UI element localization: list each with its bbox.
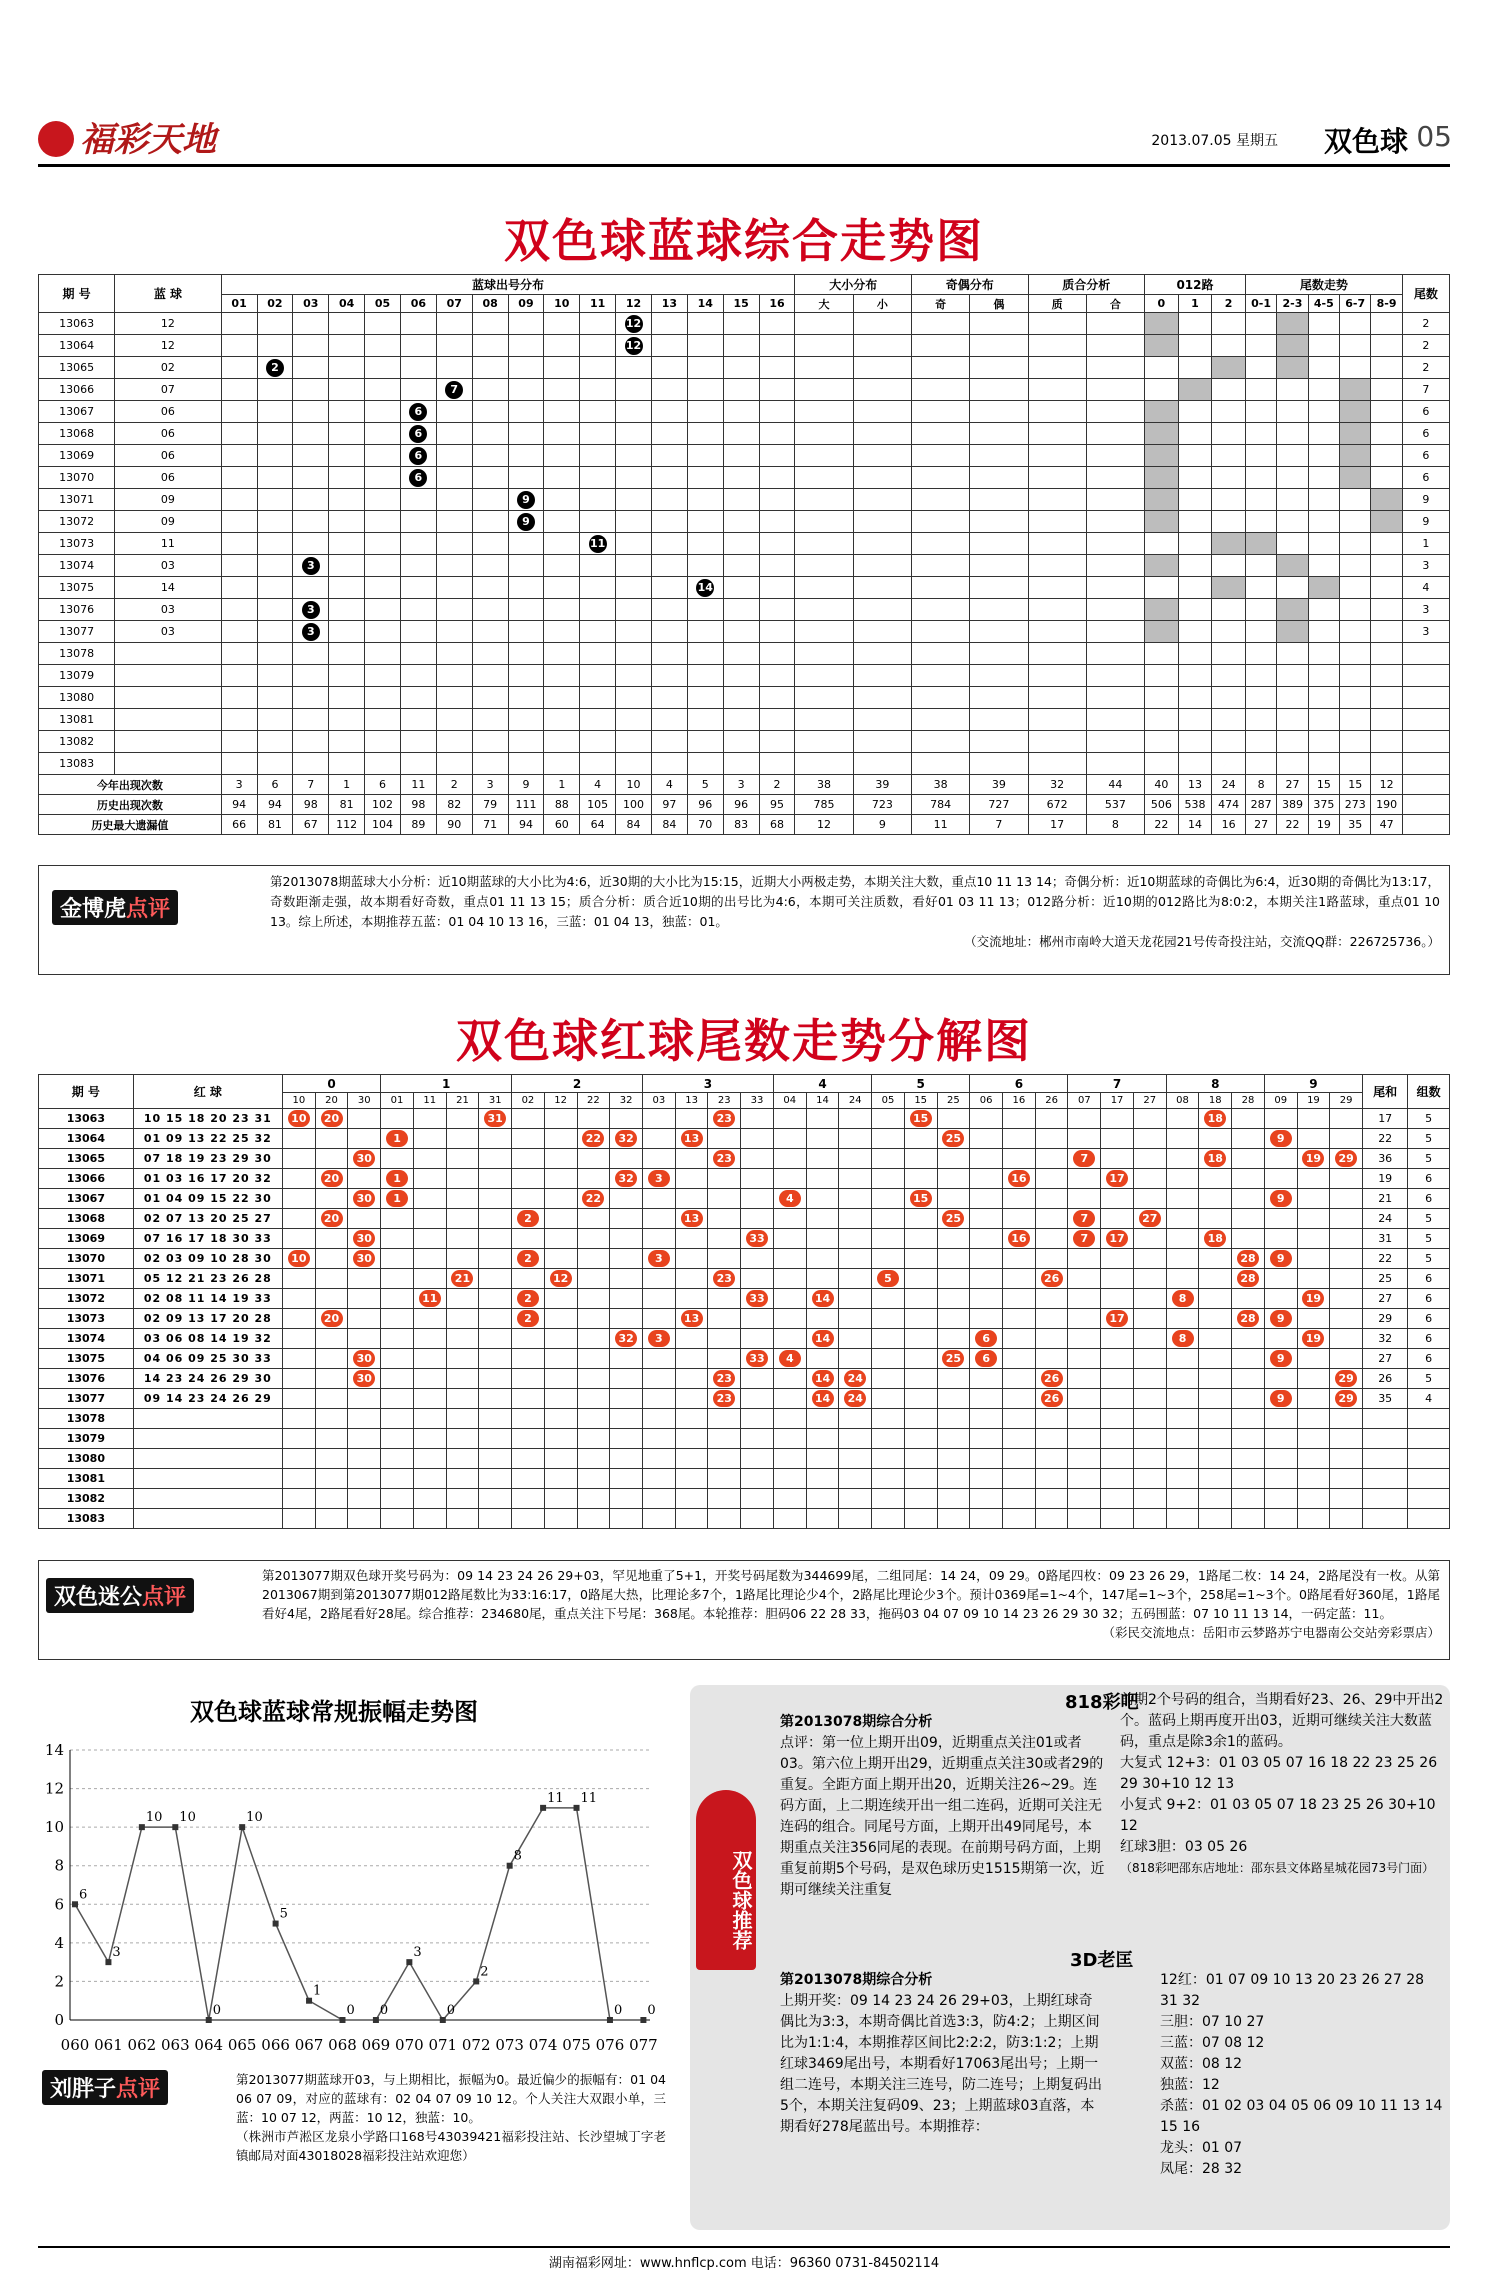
blue-value-cell (115, 687, 221, 709)
data-point (507, 1863, 513, 1869)
comment-text-3: 第2013077期蓝球开03，与上期相比，振幅为0。最近偏少的振幅有：01 04 06 07 09，对应的蓝球有：02 04 07 09 10 12。个人关注大双跟小单，三蓝：10 07 12，两蓝：10 12，独蓝：10。 （株洲市芦淞区龙泉小学路口168号43039421福彩投注站、长沙望城丁字老镇邮局对面43018028福彩投注站欢迎您） (236, 2072, 666, 2163)
blue-row: 13077 03 3 3 (39, 621, 1450, 643)
red-ball-marker: 18 (1204, 1230, 1226, 1247)
x-tick-label: 064 (194, 2036, 224, 2054)
red-row: 13072 02 08 11 14 19 33 11 2 33 14 8 19 27 6 (39, 1289, 1450, 1309)
period-cell: 13083 (39, 753, 115, 775)
blue-value-cell: 09 (115, 489, 221, 511)
blue-row (39, 665, 1450, 687)
data-label: 1 (313, 1983, 322, 1999)
red-row: 13078 (39, 1409, 1450, 1429)
data-point (607, 2017, 613, 2023)
blue-row: 13074 03 3 3 (39, 555, 1450, 577)
red-ball-marker: 30 (353, 1190, 375, 1207)
data-label: 5 (279, 1906, 288, 1922)
red-row: 13081 (39, 1469, 1450, 1489)
x-tick-label: 060 (60, 2036, 90, 2054)
period-cell: 13082 (39, 731, 115, 753)
d2-line: 双蓝：08 12 (1160, 2056, 1243, 2072)
blue-value-cell: 03 (115, 599, 221, 621)
red-ball-marker: 14 (812, 1390, 834, 1407)
red-ball-marker: 30 (353, 1250, 375, 1267)
red-ball-marker: 19 (1302, 1290, 1324, 1307)
red-ball-marker: 26 (1041, 1390, 1063, 1407)
x-tick-label: 072 (461, 2036, 491, 2054)
section-title: 双色球 (1323, 125, 1408, 158)
red-ball-marker: 28 (1237, 1310, 1259, 1327)
red-ball-marker: 7 (1073, 1210, 1095, 1227)
red-ball-marker: 13 (681, 1310, 703, 1327)
d2-line: 三蓝：07 08 12 (1160, 2035, 1265, 2051)
data-point (139, 1824, 145, 1830)
red-ball-marker: 4 (779, 1190, 801, 1207)
red-ball-marker: 17 (1106, 1170, 1128, 1187)
red-row: 13067 01 04 09 15 22 30 30 1 22 4 15 9 21 6 (39, 1189, 1450, 1209)
red-ball-marker: 25 (942, 1210, 964, 1227)
x-tick-label: 062 (127, 2036, 157, 2054)
red-ball-marker: 16 (1008, 1170, 1030, 1187)
data-point (640, 2017, 646, 2023)
period-cell: 13064 (39, 335, 115, 357)
period-cell: 13074 (39, 555, 115, 577)
x-tick-label: 073 (495, 2036, 524, 2054)
x-tick-label: 067 (294, 2036, 324, 2054)
blue-row: 13069 06 6 6 (39, 445, 1450, 467)
red-row: 13077 09 14 23 24 26 29 23 14 24 26 9 29 35 4 (39, 1389, 1450, 1409)
x-tick-label: 070 (395, 2036, 424, 2054)
red-ball-marker: 12 (550, 1270, 572, 1287)
red-row: 13069 07 16 17 18 30 33 30 33 16 7 17 18 31 5 (39, 1229, 1450, 1249)
blue-ball-marker: 6 (409, 469, 427, 487)
red-ball-marker: 14 (812, 1330, 834, 1347)
blue-ball-marker: 7 (445, 381, 463, 399)
comment-text-1: 第2013078期蓝球大小分析：近10期蓝球的大小比为4:6，近30期的大小比为15:15，近期大小两极走势，本期关注大数，重点10 11 13 14；奇偶分析：近10期蓝球的奇偶比为6:4，近30期的奇偶比为13:17，奇数距渐走强，故本期看好奇数，重点01 11 13 15；质合分析：质合近10期的出号比为4:6，本期可关注质数，看好01 03 11 13；012路分析：近10期的012路比为8:0:2，本期关注1路蓝球，重点01 10 13。综上所述，本期推荐五蓝：01 04 10 13 16，三蓝：01 04 13，独蓝：01。 （交流地址：郴州市南岭大道天龙花园21号传奇投注站，交流QQ群：226725736。） (270, 872, 1440, 952)
red-ball-marker: 23 (713, 1370, 735, 1387)
red-ball-marker: 3 (648, 1330, 670, 1347)
data-label: 10 (145, 1810, 163, 1826)
data-point (574, 1805, 580, 1811)
red-ball-marker: 32 (615, 1130, 637, 1147)
red-ball-marker: 15 (910, 1190, 932, 1207)
red-ball-marker: 16 (1008, 1230, 1030, 1247)
data-label: 8 (513, 1848, 522, 1864)
data-label: 10 (179, 1810, 196, 1826)
comment-text-2: 第2013077期双色球开奖号码为：09 14 23 24 26 29+03，罕见地重了5+1，开奖号码尾数为344699尾，二组同尾：14 24，09 29。0路尾四枚：09 23 26 29，1路尾二枚：14 24，2路尾没有一枚。从第2013067期到第2013077期012路尾数比为33:16:17，0路尾大热，比理论多7个，1路尾比理论少4个，2路尾比理论少3个。预计0369尾=1~4个，147尾=1~3个，258尾=1~3个。0路尾看好360尾，1路尾看好4尾，2路尾看好28尾。综合推荐：234680尾，重点关注下号尾：368尾。本轮推荐：胆码06 22 28 33，拖码03 04 07 09 10 14 23 26 29 30 32；五码围蓝：07 10 11 13 14，一码定蓝：11。 （彩民交流地点：岳阳市云梦路苏宁电器南公交站旁彩票店） (262, 1568, 1440, 1640)
red-ball-marker: 27 (1139, 1210, 1161, 1227)
red-ball-marker: 10 (288, 1110, 310, 1127)
c2-block: 前期2个号码的组合，当期看好23、26、29中开出2个。蓝码上期再度开出03，近期可继续关注大数蓝码，重点是除3余1的蓝码。 大复式 12+3：01 03 05 07 16 18 22 23 25 26 29 30+10 12 13 小复式 9+2：01 03 05 07 18 23 25 26 30+10 12 红球3胆：03 05 26 （818彩吧邵东店地址：邵东县文体路星城花园73号门面） (1120, 1692, 1444, 1875)
blue-ball-marker: 2 (266, 359, 284, 377)
blue-trend-table: 期 号 蓝 球 蓝球出号分布 大小分布 奇偶分布 质合分析 012路 尾数走势 尾数 01 02 03 04 05 06 07 08 09 10 11 12 13 14 15 16 大 小 奇 偶 质 合 0 1 2 0-1 2-3 4-5 6-7 8-9 13063 12 12 2 13064 12 12 2 13065 02 2 2 13066 07 7 7 13067 06 6 6 13068 06 6 6 13069 06 6 6 13070 06 6 6 13071 09 9 9 13072 09 9 9 13073 11 11 1 13074 03 3 3 13075 14 14 4 13076 03 3 3 13077 03 3 3 13078 13079 13080 13081 13082 13083 今年出现次数 3 6 7 1 6 11 2 3 9 1 4 10 4 5 3 2 38 39 38 39 32 44 40 13 24 8 27 15 15 12 历史出现次数 94 94 98 81 102 98 82 79 111 88 105 100 97 96 96 95 785 723 784 727 672 537 506 538 474 287 389 375 273 190 历史最大遗漏值 66 81 67 112 104 89 90 71 94 60 64 84 84 70 83 68 12 9 11 7 17 8 22 14 16 27 22 19 35 47 (38, 274, 1450, 835)
d2-line: 12红：01 07 09 10 13 20 23 26 27 28 31 32 (1160, 1972, 1425, 2009)
red-row: 13071 05 12 21 23 26 28 21 12 23 5 26 28 25 6 (39, 1269, 1450, 1289)
red-ball-marker: 2 (517, 1250, 539, 1267)
logo-text: 福彩天地 (80, 120, 216, 160)
x-tick-label: 076 (595, 2036, 625, 2054)
blue-value-cell: 03 (115, 621, 221, 643)
blue-row (39, 643, 1450, 665)
red-ball-marker: 17 (1106, 1310, 1128, 1327)
red-trend-title: 双色球红球尾数走势分解图 (456, 1014, 1032, 1068)
data-point (373, 2017, 379, 2023)
data-point (306, 1998, 312, 2004)
data-label: 0 (379, 2003, 389, 2018)
c1-block: 第2013078期综合分析 点评：第一位上期开出09，近期重点关注01或者03。第六位上期开出29，近期重点关注30或者29的重复。全距方面上期开出20，近期关注26~29。连码方面，上二期连续开出一组二连码，近期可关注无连码的组合。同尾号方面，上期开出49同尾号，本期重点关注356同尾的表现。在前期号码方面，上期重复前期5个号码，是双色球历史1515期第一次，近期可继续关注重复 (780, 1714, 1105, 1898)
data-point (406, 1959, 412, 1965)
red-ball-marker: 31 (484, 1110, 506, 1127)
blue-trend-title: 双色球蓝球综合走势图 (504, 214, 984, 268)
data-label: 0 (613, 2003, 623, 2018)
y-tick-label: 10 (44, 1818, 64, 1837)
data-label: 0 (346, 2003, 355, 2018)
red-ball-marker: 3 (648, 1170, 670, 1187)
red-ball-marker: 9 (1270, 1250, 1292, 1267)
red-ball-marker: 18 (1204, 1150, 1226, 1167)
period-cell: 13073 (39, 533, 115, 555)
red-ball-marker: 3 (648, 1250, 670, 1267)
data-label: 0 (446, 2003, 456, 2018)
red-ball-marker: 6 (975, 1350, 997, 1367)
red-ball-marker: 24 (844, 1370, 866, 1387)
red-ball-marker: 2 (517, 1210, 539, 1227)
y-tick-label: 4 (54, 1933, 64, 1952)
y-tick-label: 2 (54, 1972, 64, 1991)
y-tick-label: 0 (54, 2011, 64, 2029)
period-cell: 13067 (39, 401, 115, 423)
d2-line: 三胆：07 10 27 (1160, 2014, 1265, 2030)
d1-block: 第2013078期综合分析 上期开奖：09 14 23 24 26 29+03，上期红球奇偶比为3:3，本期奇偶比首选3:3，防4:2；上期区间比为1:1:4，本期推荐区间比2:2:2，防3:1:2；上期红球3469尾出号，本期看好17063尾出号；上期一组二连号，本期关注三连号，防二连号；上期复码出5个，本期关注复码09、23；上期蓝球03直落，本期看好278尾蓝出号。本期推荐： (780, 1972, 1102, 2135)
red-ball-marker: 26 (1041, 1370, 1063, 1387)
amplitude-line-chart (40, 1740, 670, 2060)
x-tick-label: 068 (328, 2036, 357, 2054)
red-ball-marker: 13 (681, 1130, 703, 1147)
x-tick-label: 074 (528, 2036, 558, 2054)
blue-ball-marker: 9 (517, 513, 535, 531)
issue-date: 2013.07.05 星期五 (1151, 133, 1278, 149)
red-row: 13063 10 15 18 20 23 31 10 20 31 23 15 18 17 5 (39, 1109, 1450, 1129)
blue-value-cell: 03 (115, 555, 221, 577)
y-tick-label: 8 (54, 1856, 64, 1875)
red-ball-marker: 32 (615, 1330, 637, 1347)
period-cell: 13076 (39, 599, 115, 621)
data-point (440, 2017, 446, 2023)
red-ball-marker: 13 (681, 1210, 703, 1227)
blue-ball-marker: 14 (696, 579, 714, 597)
blue-value-cell: 06 (115, 401, 221, 423)
red-ball-marker: 23 (713, 1270, 735, 1287)
period-cell: 13071 (39, 489, 115, 511)
y-tick-label: 12 (44, 1779, 64, 1798)
comment-contact-3: （株洲市芦淞区龙泉小学路口168号43039421福彩投注站、长沙望城丁字老镇邮局对面43018028福彩投注站欢迎您） (236, 2129, 666, 2163)
blue-row: 13063 12 12 2 (39, 313, 1450, 335)
blue-value-cell: 06 (115, 423, 221, 445)
blue-row: 13064 12 12 2 (39, 335, 1450, 357)
blue-ball-marker: 6 (409, 447, 427, 465)
blue-row: 13070 06 6 6 (39, 467, 1450, 489)
blue-value-cell (115, 665, 221, 687)
period-cell: 13080 (39, 687, 115, 709)
blue-value-cell: 02 (115, 357, 221, 379)
red-ball-marker: 9 (1270, 1310, 1292, 1327)
y-tick-label: 14 (44, 1741, 64, 1759)
red-ball-marker: 30 (353, 1150, 375, 1167)
red-ball-marker: 10 (288, 1250, 310, 1267)
blue-value-cell (115, 643, 221, 665)
red-ball-marker: 28 (1237, 1270, 1259, 1287)
header-divider (38, 164, 1450, 167)
red-ball-marker: 29 (1335, 1390, 1357, 1407)
series-line (75, 1808, 643, 2020)
blue-ball-marker: 12 (625, 315, 643, 333)
period-cell: 13065 (39, 357, 115, 379)
x-tick-label: 077 (629, 2036, 658, 2054)
commentator-tag-3: 刘胖子点评 (42, 2070, 168, 2105)
y-tick-label: 6 (54, 1895, 64, 1914)
red-ball-marker: 9 (1270, 1350, 1292, 1367)
data-point (239, 1824, 245, 1830)
blue-row: 13073 11 11 1 (39, 533, 1450, 555)
data-label: 0 (647, 2003, 656, 2018)
red-ball-marker: 2 (517, 1310, 539, 1327)
data-point (273, 1921, 279, 1927)
blue-ball-marker: 3 (302, 557, 320, 575)
blue-value-cell (115, 753, 221, 775)
recommend-badge: 双色球推荐 (696, 1790, 756, 1970)
blue-value-cell: 11 (115, 533, 221, 555)
commentator-tag-1: 金博虎点评 (52, 890, 178, 925)
red-row: 13070 02 03 09 10 28 30 10 30 2 3 28 9 22 5 (39, 1249, 1450, 1269)
blue-value-cell: 09 (115, 511, 221, 533)
blue-value-cell: 12 (115, 313, 221, 335)
red-ball-marker: 19 (1302, 1150, 1324, 1167)
data-point (540, 1805, 546, 1811)
red-row: 13076 14 23 24 26 29 30 30 23 14 24 26 29 26 5 (39, 1369, 1450, 1389)
red-ball-marker: 18 (1204, 1110, 1226, 1127)
red-row: 13079 (39, 1429, 1450, 1449)
x-tick-label: 069 (361, 2036, 391, 2054)
period-cell: 13066 (39, 379, 115, 401)
red-ball-marker: 26 (1041, 1270, 1063, 1287)
red-ball-marker: 23 (713, 1110, 735, 1127)
red-ball-marker: 17 (1106, 1230, 1128, 1247)
red-ball-marker: 1 (386, 1190, 408, 1207)
blue-ball-marker: 6 (409, 425, 427, 443)
d2-block (1160, 1970, 1445, 2180)
period-cell: 13068 (39, 423, 115, 445)
red-ball-marker: 33 (746, 1350, 768, 1367)
red-row: 13083 (39, 1509, 1450, 1529)
x-tick-label: 065 (227, 2036, 257, 2054)
blue-row: 13068 06 6 6 (39, 423, 1450, 445)
data-label: 3 (112, 1945, 121, 1961)
red-ball-marker: 22 (582, 1130, 604, 1147)
red-ball-marker: 30 (353, 1370, 375, 1387)
period-cell: 13072 (39, 511, 115, 533)
data-label: 2 (480, 1964, 489, 1980)
period-cell: 13075 (39, 577, 115, 599)
red-row: 13074 03 06 08 14 19 32 32 3 14 6 8 19 32 6 (39, 1329, 1450, 1349)
red-ball-marker: 25 (942, 1350, 964, 1367)
red-ball-marker: 5 (877, 1270, 899, 1287)
data-point (206, 2017, 212, 2023)
x-tick-label: 061 (94, 2036, 123, 2054)
red-ball-marker: 33 (746, 1230, 768, 1247)
blue-value-cell (115, 731, 221, 753)
red-ball-marker: 29 (1335, 1150, 1357, 1167)
blue-head-period: 期 号 (39, 275, 115, 313)
red-row: 13066 01 03 16 17 20 32 20 1 32 3 16 17 19 6 (39, 1169, 1450, 1189)
blue-value-cell: 06 (115, 467, 221, 489)
red-ball-marker: 29 (1335, 1370, 1357, 1387)
blue-ball-marker: 11 (589, 535, 607, 553)
blue-row: 13075 14 14 4 (39, 577, 1450, 599)
blue-row: 13066 07 7 7 (39, 379, 1450, 401)
red-row: 13082 (39, 1489, 1450, 1509)
logo-mark-icon (38, 121, 74, 157)
data-label: 3 (413, 1945, 422, 1961)
blue-value-cell: 07 (115, 379, 221, 401)
red-ball-marker: 9 (1270, 1390, 1292, 1407)
page-number: 05 (1416, 120, 1452, 153)
red-ball-marker: 24 (844, 1390, 866, 1407)
red-ball-marker: 1 (386, 1170, 408, 1187)
data-point (105, 1959, 111, 1965)
data-label: 11 (547, 1790, 564, 1806)
data-label: 6 (79, 1887, 88, 1903)
data-point (473, 1978, 479, 1984)
red-ball-marker: 4 (779, 1350, 801, 1367)
red-ball-marker: 14 (812, 1290, 834, 1307)
blue-ball-marker: 6 (409, 403, 427, 421)
brand-logo (38, 112, 216, 161)
red-ball-marker: 1 (386, 1130, 408, 1147)
red-ball-marker: 20 (321, 1170, 343, 1187)
red-ball-marker: 8 (1172, 1290, 1194, 1307)
blue-row: 13072 09 9 9 (39, 511, 1450, 533)
blue-value-cell: 12 (115, 335, 221, 357)
red-ball-marker: 8 (1172, 1330, 1194, 1347)
red-trend-table: 期 号 红 球 0 1 2 3 4 5 6 7 8 9 尾和 组数 10 20 30 01 11 21 31 02 12 22 32 03 13 23 33 04 14 24 05 15 25 06 16 26 07 17 27 08 18 28 09 19 29 13063 10 15 18 20 23 31 10 20 31 23 15 18 17 5 13064 01 09 13 22 25 32 1 22 32 13 25 9 22 5 13065 07 18 19 23 29 30 30 23 7 18 19 29 36 5 13066 01 03 16 17 20 32 20 1 32 3 16 17 19 6 13067 01 04 09 15 22 30 30 1 22 4 15 9 21 6 13068 02 07 13 20 25 27 20 2 13 25 7 27 24 5 13069 07 16 17 18 30 33 30 33 16 7 17 18 31 5 13070 02 03 09 10 28 30 10 30 2 3 28 9 22 5 13071 05 12 21 23 26 28 21 12 23 5 26 28 25 6 13072 02 08 11 14 19 33 11 2 33 14 8 19 27 6 13073 02 09 13 17 20 28 20 2 13 17 28 9 29 6 13074 03 06 08 14 19 32 32 3 14 6 8 19 32 6 13075 04 06 09 25 30 33 30 33 4 25 6 9 27 6 13076 14 23 24 26 29 30 30 23 14 24 26 29 26 5 13077 09 14 23 24 26 29 23 14 24 26 9 29 35 4 13078 13079 13080 13081 13082 13083 (38, 1074, 1450, 1529)
data-label: 11 (580, 1790, 598, 1806)
blue-ball-marker: 3 (302, 623, 320, 641)
period-cell: 13078 (39, 643, 115, 665)
data-point (339, 2017, 345, 2023)
red-ball-marker: 7 (1073, 1150, 1095, 1167)
red-ball-marker: 20 (321, 1210, 343, 1227)
d2-line: 龙头：01 07 (1160, 2140, 1243, 2156)
blue-stat-row: 今年出现次数 3 6 7 1 6 11 2 3 9 1 4 10 4 5 3 2 38 39 38 39 32 44 40 13 24 8 27 15 15 12 (39, 775, 1450, 795)
red-ball-marker: 15 (910, 1110, 932, 1127)
red-row: 13065 07 18 19 23 29 30 30 23 7 18 19 29 36 5 (39, 1149, 1450, 1169)
red-ball-marker: 9 (1270, 1190, 1292, 1207)
red-ball-marker: 32 (615, 1170, 637, 1187)
blue-row: 13076 03 3 3 (39, 599, 1450, 621)
period-cell: 13069 (39, 445, 115, 467)
red-ball-marker: 2 (517, 1290, 539, 1307)
commentator-tag-2: 双色迷公点评 (46, 1578, 194, 1613)
comment-contact-1: （交流地址：郴州市南岭大道天龙花园21号传奇投注站，交流QQ群：226725736。） (964, 934, 1440, 949)
period-cell: 13081 (39, 709, 115, 731)
blue-row: 13071 09 9 9 (39, 489, 1450, 511)
blue-value-cell: 06 (115, 445, 221, 467)
period-cell: 13079 (39, 665, 115, 687)
d2-line: 杀蓝：01 02 03 04 05 06 09 10 11 13 14 15 16 (1160, 2098, 1443, 2135)
red-ball-marker: 23 (713, 1390, 735, 1407)
blue-ball-marker: 12 (625, 337, 643, 355)
red-ball-marker: 20 (321, 1310, 343, 1327)
data-label: 10 (246, 1810, 263, 1826)
chart-title: 双色球蓝球常规振幅走势图 (190, 1698, 478, 1726)
blue-row (39, 753, 1450, 775)
red-row: 13080 (39, 1449, 1450, 1469)
x-tick-label: 071 (428, 2036, 458, 2054)
period-cell: 13077 (39, 621, 115, 643)
blue-head-blue: 蓝 球 (115, 275, 221, 313)
data-label: 0 (212, 2003, 222, 2018)
red-ball-marker: 6 (975, 1330, 997, 1347)
red-ball-marker: 28 (1237, 1250, 1259, 1267)
d2-line: 凤尾：28 32 (1160, 2161, 1243, 2177)
red-row: 13075 04 06 09 25 30 33 30 33 4 25 6 9 27 6 (39, 1349, 1450, 1369)
red-ball-marker: 11 (419, 1290, 441, 1307)
blue-value-cell (115, 709, 221, 731)
x-tick-label: 066 (261, 2036, 290, 2054)
blue-stat-row: 历史出现次数 94 94 98 81 102 98 82 79 111 88 105 100 97 96 96 95 785 723 784 727 672 537 506 538 474 287 389 375 273 190 (39, 795, 1450, 815)
footer: 湖南福彩网址：www.hnflcp.com 电话：96360 0731-84502114 (38, 2246, 1450, 2271)
blue-row (39, 687, 1450, 709)
red-ball-marker: 33 (746, 1290, 768, 1307)
red-ball-marker: 20 (321, 1110, 343, 1127)
red-ball-marker: 22 (582, 1190, 604, 1207)
period-cell: 13070 (39, 467, 115, 489)
red-ball-marker: 14 (812, 1370, 834, 1387)
blue-stat-row: 历史最大遗漏值 66 81 67 112 104 89 90 71 94 60 64 84 84 70 83 68 12 9 11 7 17 8 22 14 16 27 22 19 35 47 (39, 815, 1450, 835)
d2-line: 独蓝：12 (1160, 2077, 1220, 2093)
blue-ball-marker: 3 (302, 601, 320, 619)
period-cell: 13063 (39, 313, 115, 335)
data-point (72, 1901, 78, 1907)
red-ball-marker: 9 (1270, 1130, 1292, 1147)
red-ball-marker: 21 (451, 1270, 473, 1287)
blue-row (39, 709, 1450, 731)
red-ball-marker: 7 (1073, 1230, 1095, 1247)
red-ball-marker: 30 (353, 1230, 375, 1247)
blue-ball-marker: 9 (517, 491, 535, 509)
col1-head: 818彩吧 (1065, 1692, 1139, 1713)
data-point (172, 1824, 178, 1830)
red-ball-marker: 25 (942, 1130, 964, 1147)
red-row: 13064 01 09 13 22 25 32 1 22 32 13 25 9 22 5 (39, 1129, 1450, 1149)
blue-row: 13065 02 2 2 (39, 357, 1450, 379)
red-ball-marker: 23 (713, 1150, 735, 1167)
red-ball-marker: 19 (1302, 1330, 1324, 1347)
red-row: 13068 02 07 13 20 25 27 20 2 13 25 7 27 24 5 (39, 1209, 1450, 1229)
x-tick-label: 075 (562, 2036, 591, 2054)
blue-value-cell: 14 (115, 577, 221, 599)
red-row: 13073 02 09 13 17 20 28 20 2 13 17 28 9 29 6 (39, 1309, 1450, 1329)
blue-row: 13067 06 6 6 (39, 401, 1450, 423)
col2-head: 3D老匡 (1070, 1950, 1134, 1971)
blue-row (39, 731, 1450, 753)
x-tick-label: 063 (160, 2036, 190, 2054)
comment-contact-2: （彩民交流地点：岳阳市云梦路苏宁电器南公交站旁彩票店） (1102, 1625, 1440, 1640)
red-ball-marker: 30 (353, 1350, 375, 1367)
